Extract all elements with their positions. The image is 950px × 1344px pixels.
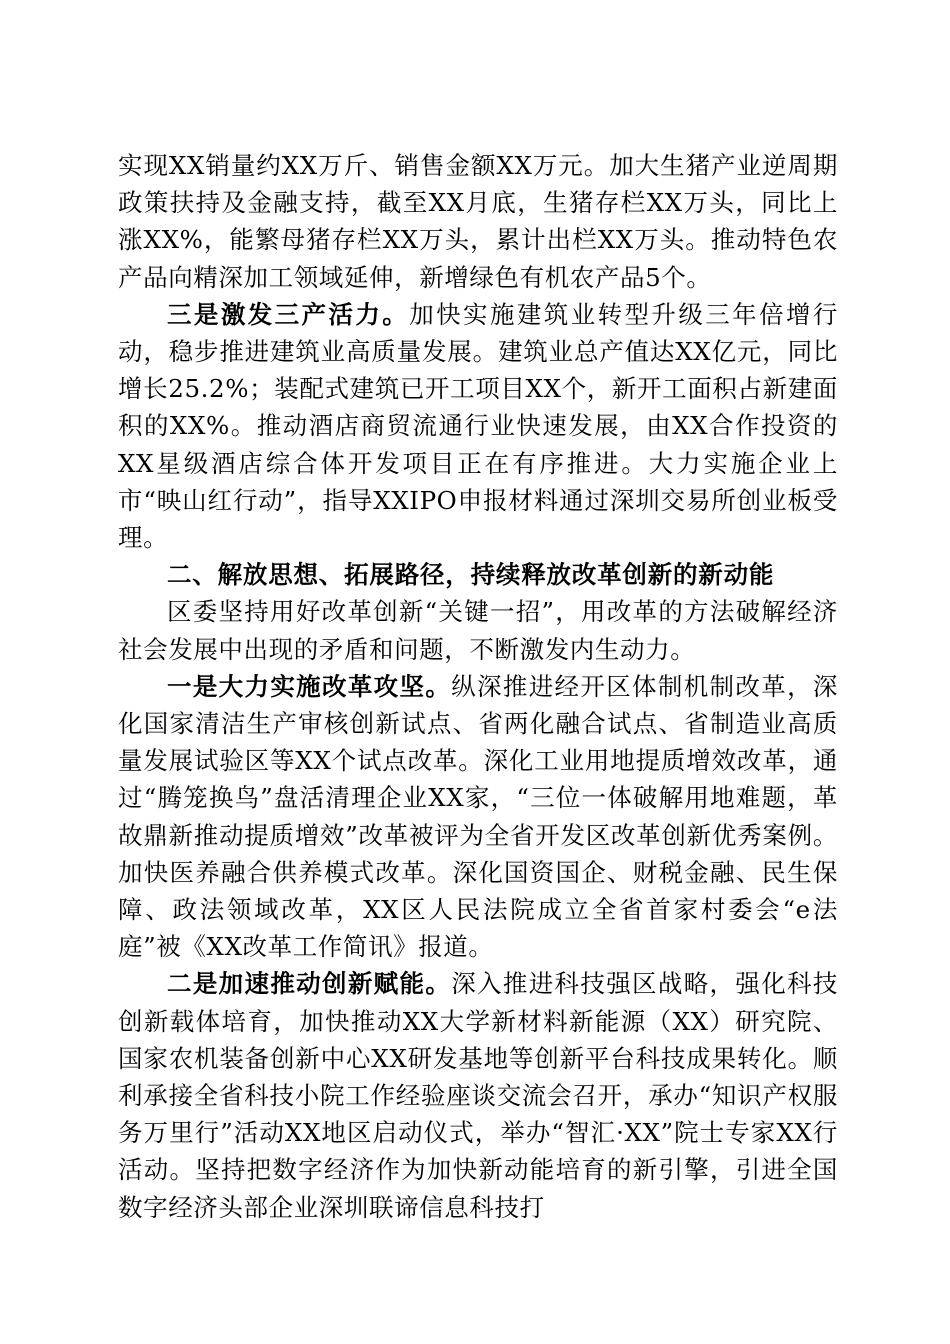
- paragraph-text: 加快实施建筑业转型升级三年倍增行动，稳步推进建筑业高质量发展。建筑业总产值达XX亿元，同比增长25.2%；装配式建筑已开工项目XX个，新开工面积占新建面积的XX%。推动酒店商贸流通行业快速发展，由XX合作投资的XX星级酒店综合体开发项目正在有序推进。大力实施企业上市“映山红行动”，指导XXIPO申报材料通过深圳交易所创业板受理。: [118, 299, 838, 553]
- paragraph-continuation: [118, 147, 838, 296]
- paragraph-intro: [118, 593, 838, 667]
- paragraph-text: 纵深推进经开区体制机制改革，深化国家清洁生产审核创新试点、省两化融合试点、省制造业高质量发展试验区等XX个试点改革。深化工业用地提质增效改革，通过“腾笼换鸟”盘活清理企业XX家，“三位一体破解用地难题，革故鼎新推动提质增效”改革被评为全省开发区改革创新优秀案例。加快医养融合供养模式改革。深化国资国企、财税金融、民生保障、政法领域改革，XX区人民法院成立全省首家村委会“e法庭”被《XX改革工作简讯》报道。: [118, 671, 839, 962]
- document-body: [118, 147, 838, 1226]
- paragraph-lead: 一是大力实施改革攻坚。: [167, 671, 452, 701]
- paragraph-tertiary-industry: [118, 296, 838, 556]
- paragraph-lead: 三是激发三产活力。: [167, 299, 410, 329]
- section-heading: 二、解放思想、拓展路径，持续释放改革创新的新动能: [167, 560, 775, 590]
- paragraph-text: 区委坚持用好改革创新“关键一招”，用改革的方法破解经济社会发展中出现的矛盾和问题，不断激发内生动力。: [118, 597, 838, 664]
- paragraph-text: 深入推进科技强区战略，强化科技创新载体培育，加快推动XX大学新材料新能源（XX）研究院、国家农机装备创新中心XX研发基地等创新平台科技成果转化。顺利承接全省科技小院工作经验座谈交流会召开，承办“知识产权服务万里行”活动XX地区启动仪式，举办“智汇·XX”院士专家XX行活动。坚持把数字经济作为加快新动能培育的新引擎，引进全国数字经济头部企业深圳联谛信息科技打: [118, 969, 839, 1222]
- paragraph-text: 实现XX销量约XX万斤、销售金额XX万元。加大生猪产业逆周期政策扶持及金融支持，截至XX月底，生猪存栏XX万头，同比上涨XX%，能繁母猪存栏XX万头，累计出栏XX万头。推动特色农产品向精深加工领域延伸，新增绿色有机农产品5个。: [118, 151, 838, 292]
- paragraph-innovation: [118, 965, 838, 1225]
- paragraph-lead: 二是加速推动创新赋能。: [167, 969, 452, 999]
- paragraph-reform: [118, 668, 838, 966]
